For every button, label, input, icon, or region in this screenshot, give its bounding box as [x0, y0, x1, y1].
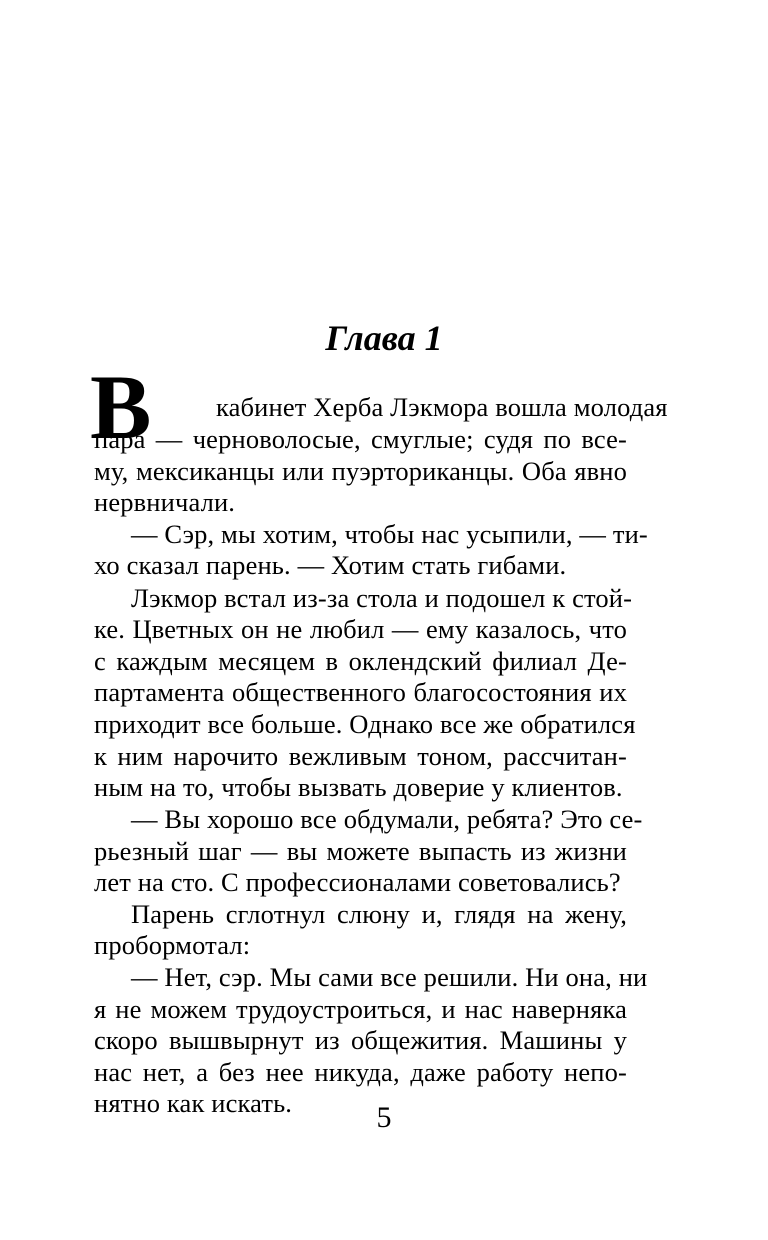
text-line: партамента общественного благосостояния их	[94, 677, 627, 707]
text-line: — Нет, сэр. Мы сами все решили. Ни она, ни	[131, 962, 648, 992]
text-line: нас нет, а без нее никуда, даже работу непо-	[94, 1057, 627, 1087]
chapter-title: Глава 1	[325, 318, 443, 358]
text-line: лет на сто. С профессионалами советовались?	[94, 867, 621, 897]
text-line: к ним нарочито вежливым тоном, рассчитан-	[94, 741, 627, 771]
text-line: ным на то, чтобы вызвать доверие у клиентов.	[94, 772, 623, 802]
text-line: скоро вышвырнут из общежития. Машины у	[94, 1025, 627, 1055]
text-line: я не можем трудоустроиться, и нас наверняка	[94, 994, 627, 1024]
text-line: — Вы хорошо все обдумали, ребята? Это се-	[131, 804, 643, 834]
text-line: рьезный шаг — вы можете выпасть из жизни	[94, 836, 627, 866]
text-line: ке. Цветных он не любил — ему казалось, что	[94, 614, 627, 644]
drop-cap: В	[90, 356, 152, 458]
text-line: пробормотал:	[94, 930, 251, 960]
text-line: му, мексиканцы или пуэрториканцы. Оба явно	[94, 456, 627, 486]
text-line: Парень сглотнул слюну и, глядя на жену,	[131, 899, 627, 929]
text-line: пара — черноволосые, смуглые; судя по все-	[94, 424, 627, 454]
text-line: хо сказал парень. — Хотим стать гибами.	[94, 550, 567, 580]
text-line: Лэкмор встал из-за стола и подошел к стой-	[131, 583, 633, 613]
text-line: с каждым месяцем в оклендский филиал Де-	[94, 646, 627, 676]
text-line: нервничали.	[94, 487, 236, 517]
text-line: кабинет Херба Лэкмора вошла молодая	[216, 392, 668, 422]
text-line: нятно как искать.	[94, 1088, 293, 1118]
text-line: приходит все больше. Однако все же обратился	[94, 709, 636, 739]
page-number: 5	[376, 1101, 392, 1134]
text-line: — Сэр, мы хотим, чтобы нас усыпили, — ти-	[131, 519, 648, 549]
